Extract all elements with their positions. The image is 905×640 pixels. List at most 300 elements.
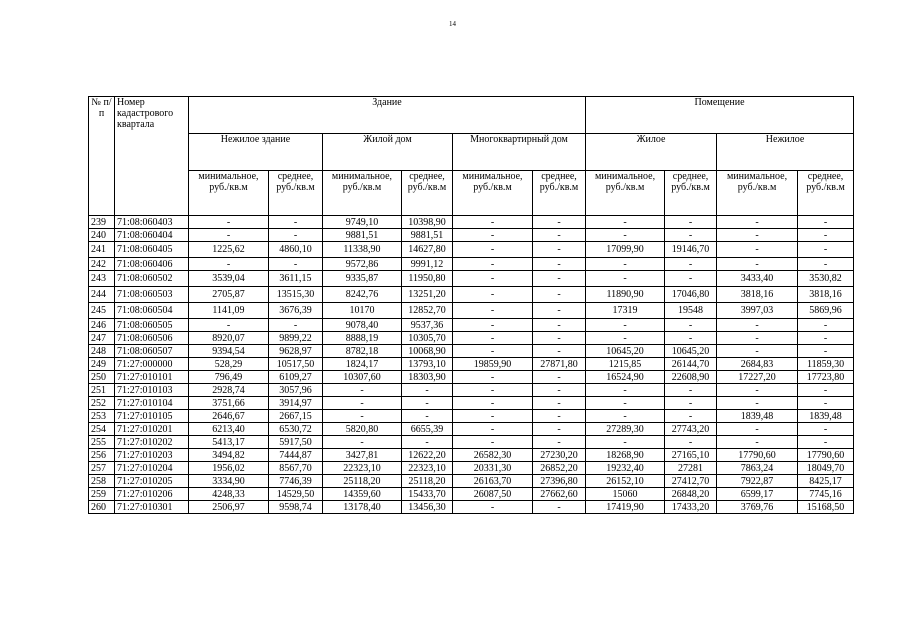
- price-cell: 1141,09: [189, 303, 269, 319]
- price-cell: 1839,48: [717, 410, 798, 423]
- price-cell: -: [269, 258, 323, 271]
- price-cell: 26087,50: [453, 488, 533, 501]
- price-cell: -: [665, 410, 717, 423]
- header-kadastr: Номер кадастрового квартала: [115, 97, 189, 216]
- header-premises: Помещение: [586, 97, 854, 134]
- row-number: 255: [89, 436, 115, 449]
- price-cell: 796,49: [189, 371, 269, 384]
- price-cell: 7746,39: [269, 475, 323, 488]
- price-cell: -: [665, 258, 717, 271]
- price-cell: 13251,20: [402, 287, 453, 303]
- price-cell: 15060: [586, 488, 665, 501]
- price-cell: 2646,67: [189, 410, 269, 423]
- price-cell: 27396,80: [533, 475, 586, 488]
- price-cell: 18268,90: [586, 449, 665, 462]
- price-cell: 12852,70: [402, 303, 453, 319]
- table-row: [89, 488, 854, 501]
- kadastr-code: 71:27:010204: [115, 462, 189, 475]
- price-cell: 5413,17: [189, 436, 269, 449]
- table-row: [89, 475, 854, 488]
- table-row: [89, 319, 854, 332]
- price-cell: -: [453, 397, 533, 410]
- price-cell: 13178,40: [323, 501, 402, 514]
- price-cell: -: [665, 384, 717, 397]
- price-cell: -: [453, 303, 533, 319]
- header-house: Жилой дом: [323, 134, 453, 171]
- price-cell: -: [586, 332, 665, 345]
- price-cell: -: [665, 319, 717, 332]
- row-number: 246: [89, 319, 115, 332]
- price-cell: 3769,76: [717, 501, 798, 514]
- price-cell: 14627,80: [402, 242, 453, 258]
- table-row: [89, 501, 854, 514]
- price-cell: -: [269, 319, 323, 332]
- price-cell: -: [533, 371, 586, 384]
- table-row: [89, 384, 854, 397]
- kadastr-code: 71:27:010206: [115, 488, 189, 501]
- price-cell: 25118,20: [402, 475, 453, 488]
- price-cell: -: [717, 384, 798, 397]
- price-cell: -: [586, 384, 665, 397]
- price-cell: -: [533, 303, 586, 319]
- price-cell: 26848,20: [665, 488, 717, 501]
- price-cell: 2928,74: [189, 384, 269, 397]
- price-cell: 7863,24: [717, 462, 798, 475]
- price-cell: -: [402, 410, 453, 423]
- price-cell: 7745,16: [798, 488, 854, 501]
- table-row: [89, 332, 854, 345]
- price-cell: -: [453, 436, 533, 449]
- page-number: 14: [449, 20, 456, 28]
- price-cell: 1824,17: [323, 358, 402, 371]
- header-nonres-building: Нежилое здание: [189, 134, 323, 171]
- price-cell: 3057,96: [269, 384, 323, 397]
- price-cell: 2667,15: [269, 410, 323, 423]
- price-cell: 1225,62: [189, 242, 269, 258]
- price-cell: -: [453, 371, 533, 384]
- price-cell: -: [665, 229, 717, 242]
- kadastr-code: 71:27:010103: [115, 384, 189, 397]
- table-row: [89, 462, 854, 475]
- price-cell: 8782,18: [323, 345, 402, 358]
- row-number: 243: [89, 271, 115, 287]
- price-cell: 15168,50: [798, 501, 854, 514]
- price-cell: 27230,20: [533, 449, 586, 462]
- price-cell: 17419,90: [586, 501, 665, 514]
- price-cell: 4248,33: [189, 488, 269, 501]
- price-cell: 13515,30: [269, 287, 323, 303]
- price-cell: -: [798, 423, 854, 436]
- price-cell: 27281: [665, 462, 717, 475]
- price-cell: -: [453, 319, 533, 332]
- price-cell: 11338,90: [323, 242, 402, 258]
- price-cell: -: [798, 258, 854, 271]
- price-cell: -: [798, 436, 854, 449]
- price-cell: 10645,20: [586, 345, 665, 358]
- price-cell: 8888,19: [323, 332, 402, 345]
- price-cell: -: [402, 436, 453, 449]
- price-cell: 27412,70: [665, 475, 717, 488]
- price-cell: -: [402, 397, 453, 410]
- price-cell: 17790,60: [717, 449, 798, 462]
- price-cell: 26163,70: [453, 475, 533, 488]
- row-number: 240: [89, 229, 115, 242]
- price-cell: 18049,70: [798, 462, 854, 475]
- price-cell: -: [717, 242, 798, 258]
- price-cell: -: [323, 436, 402, 449]
- price-cell: 17790,60: [798, 449, 854, 462]
- table-row: [89, 216, 854, 229]
- price-cell: -: [586, 258, 665, 271]
- kadastr-code: 71:27:010203: [115, 449, 189, 462]
- kadastr-code: 71:27:010101: [115, 371, 189, 384]
- price-cell: 3494,82: [189, 449, 269, 462]
- price-cell: 2705,87: [189, 287, 269, 303]
- table-row: [89, 287, 854, 303]
- price-cell: 3433,40: [717, 271, 798, 287]
- price-cell: -: [533, 258, 586, 271]
- price-cell: 8567,70: [269, 462, 323, 475]
- price-cell: 9335,87: [323, 271, 402, 287]
- table-row: [89, 410, 854, 423]
- price-cell: 26152,10: [586, 475, 665, 488]
- table-row: [89, 242, 854, 258]
- price-cell: -: [717, 229, 798, 242]
- price-cell: 13793,10: [402, 358, 453, 371]
- price-cell: -: [665, 436, 717, 449]
- row-number: 260: [89, 501, 115, 514]
- price-cell: 7444,87: [269, 449, 323, 462]
- price-cell: -: [717, 332, 798, 345]
- price-cell: -: [665, 271, 717, 287]
- price-cell: 9991,12: [402, 258, 453, 271]
- table-row: [89, 436, 854, 449]
- price-cell: -: [798, 384, 854, 397]
- price-cell: 14529,50: [269, 488, 323, 501]
- price-cell: 20331,30: [453, 462, 533, 475]
- header-num: № п/п: [89, 97, 115, 216]
- price-cell: 3818,16: [717, 287, 798, 303]
- price-cell: 8920,07: [189, 332, 269, 345]
- header-avg: среднее, руб./кв.м: [533, 171, 586, 216]
- price-cell: -: [269, 229, 323, 242]
- row-number: 252: [89, 397, 115, 410]
- row-number: 250: [89, 371, 115, 384]
- price-cell: -: [798, 242, 854, 258]
- price-cell: 4860,10: [269, 242, 323, 258]
- price-cell: -: [533, 287, 586, 303]
- kadastr-code: 71:08:060404: [115, 229, 189, 242]
- price-cell: -: [533, 216, 586, 229]
- row-number: 259: [89, 488, 115, 501]
- kadastr-code: 71:27:010301: [115, 501, 189, 514]
- price-cell: -: [717, 397, 798, 410]
- price-cell: 17227,20: [717, 371, 798, 384]
- price-cell: 3530,82: [798, 271, 854, 287]
- price-cell: -: [453, 258, 533, 271]
- kadastr-code: 71:08:060506: [115, 332, 189, 345]
- price-cell: -: [798, 345, 854, 358]
- kadastr-code: 71:08:060505: [115, 319, 189, 332]
- price-table: [88, 96, 854, 514]
- row-number: 249: [89, 358, 115, 371]
- price-cell: -: [533, 319, 586, 332]
- price-cell: 26144,70: [665, 358, 717, 371]
- row-number: 247: [89, 332, 115, 345]
- price-cell: -: [453, 216, 533, 229]
- price-cell: 14359,60: [323, 488, 402, 501]
- price-cell: -: [717, 258, 798, 271]
- price-cell: 5820,80: [323, 423, 402, 436]
- price-cell: -: [533, 242, 586, 258]
- price-cell: -: [453, 410, 533, 423]
- table-row: [89, 397, 854, 410]
- price-cell: 9881,51: [402, 229, 453, 242]
- table-row: [89, 303, 854, 319]
- price-cell: 9899,22: [269, 332, 323, 345]
- price-cell: 10305,70: [402, 332, 453, 345]
- price-cell: -: [586, 229, 665, 242]
- price-cell: -: [323, 384, 402, 397]
- price-cell: -: [586, 410, 665, 423]
- price-cell: 10517,50: [269, 358, 323, 371]
- price-cell: -: [453, 287, 533, 303]
- price-cell: 10307,60: [323, 371, 402, 384]
- kadastr-code: 71:27:010104: [115, 397, 189, 410]
- price-cell: 22323,10: [323, 462, 402, 475]
- price-cell: 9749,10: [323, 216, 402, 229]
- header-avg: среднее, руб./кв.м: [269, 171, 323, 216]
- price-cell: -: [798, 319, 854, 332]
- price-cell: -: [533, 436, 586, 449]
- price-cell: 22608,90: [665, 371, 717, 384]
- price-cell: -: [453, 271, 533, 287]
- price-cell: 19146,70: [665, 242, 717, 258]
- header-avg: среднее, руб./кв.м: [402, 171, 453, 216]
- row-number: 248: [89, 345, 115, 358]
- price-cell: 9628,97: [269, 345, 323, 358]
- price-cell: -: [665, 397, 717, 410]
- row-number: 254: [89, 423, 115, 436]
- price-cell: 19859,90: [453, 358, 533, 371]
- price-cell: 16524,90: [586, 371, 665, 384]
- price-cell: 9598,74: [269, 501, 323, 514]
- price-cell: -: [586, 216, 665, 229]
- price-cell: 12622,20: [402, 449, 453, 462]
- table-row: [89, 371, 854, 384]
- price-cell: -: [533, 423, 586, 436]
- kadastr-code: 71:27:010202: [115, 436, 189, 449]
- row-number: 251: [89, 384, 115, 397]
- price-cell: -: [453, 345, 533, 358]
- price-cell: 10398,90: [402, 216, 453, 229]
- price-cell: 17723,80: [798, 371, 854, 384]
- price-cell: -: [586, 436, 665, 449]
- price-cell: 528,29: [189, 358, 269, 371]
- price-cell: 11890,90: [586, 287, 665, 303]
- kadastr-code: 71:27:000000: [115, 358, 189, 371]
- price-cell: 26852,20: [533, 462, 586, 475]
- price-cell: -: [717, 436, 798, 449]
- kadastr-code: 71:08:060507: [115, 345, 189, 358]
- row-number: 257: [89, 462, 115, 475]
- price-cell: 13456,30: [402, 501, 453, 514]
- price-cell: 9537,36: [402, 319, 453, 332]
- price-cell: -: [665, 216, 717, 229]
- row-number: 242: [89, 258, 115, 271]
- row-number: 258: [89, 475, 115, 488]
- price-cell: -: [533, 332, 586, 345]
- price-cell: -: [189, 319, 269, 332]
- kadastr-code: 71:08:060406: [115, 258, 189, 271]
- table-row: [89, 271, 854, 287]
- price-cell: -: [798, 229, 854, 242]
- header-apartment-house: Многоквартирный дом: [453, 134, 586, 171]
- price-cell: 15433,70: [402, 488, 453, 501]
- row-number: 245: [89, 303, 115, 319]
- row-number: 253: [89, 410, 115, 423]
- price-cell: 27662,60: [533, 488, 586, 501]
- price-cell: -: [323, 410, 402, 423]
- table-row: [89, 449, 854, 462]
- header-min: минимальное, руб./кв.м: [717, 171, 798, 216]
- header-avg: среднее, руб./кв.м: [665, 171, 717, 216]
- price-cell: 9078,40: [323, 319, 402, 332]
- price-cell: 22323,10: [402, 462, 453, 475]
- header-avg: среднее, руб./кв.м: [798, 171, 854, 216]
- price-cell: -: [533, 229, 586, 242]
- price-cell: 17433,20: [665, 501, 717, 514]
- table-row: [89, 345, 854, 358]
- kadastr-code: 71:27:010205: [115, 475, 189, 488]
- price-cell: 6109,27: [269, 371, 323, 384]
- price-cell: 6599,17: [717, 488, 798, 501]
- header-min: минимальное, руб./кв.м: [453, 171, 533, 216]
- price-cell: -: [665, 332, 717, 345]
- header-residential: Жилое: [586, 134, 717, 171]
- price-cell: 9572,86: [323, 258, 402, 271]
- price-cell: 18303,90: [402, 371, 453, 384]
- table-row: [89, 358, 854, 371]
- price-cell: -: [453, 242, 533, 258]
- price-cell: -: [269, 216, 323, 229]
- header-nonresidential: Нежилое: [717, 134, 854, 171]
- price-cell: -: [189, 216, 269, 229]
- price-cell: -: [717, 345, 798, 358]
- price-cell: 6530,72: [269, 423, 323, 436]
- price-cell: -: [533, 501, 586, 514]
- price-cell: 26582,30: [453, 449, 533, 462]
- row-number: 239: [89, 216, 115, 229]
- price-cell: 9394,54: [189, 345, 269, 358]
- price-cell: 1956,02: [189, 462, 269, 475]
- price-cell: -: [533, 345, 586, 358]
- price-cell: -: [717, 423, 798, 436]
- kadastr-code: 71:08:060503: [115, 287, 189, 303]
- price-cell: 3611,15: [269, 271, 323, 287]
- price-cell: -: [586, 319, 665, 332]
- price-cell: 5917,50: [269, 436, 323, 449]
- price-cell: 3914,97: [269, 397, 323, 410]
- price-cell: 2506,97: [189, 501, 269, 514]
- header-min: минимальное, руб./кв.м: [586, 171, 665, 216]
- price-cell: 5869,96: [798, 303, 854, 319]
- kadastr-code: 71:08:060403: [115, 216, 189, 229]
- price-cell: 27743,20: [665, 423, 717, 436]
- price-cell: -: [189, 229, 269, 242]
- price-cell: 17046,80: [665, 287, 717, 303]
- table-row: [89, 258, 854, 271]
- price-cell: -: [717, 319, 798, 332]
- price-cell: 3334,90: [189, 475, 269, 488]
- price-cell: 27165,10: [665, 449, 717, 462]
- price-cell: -: [533, 384, 586, 397]
- kadastr-code: 71:27:010201: [115, 423, 189, 436]
- price-cell: -: [402, 384, 453, 397]
- price-cell: 3427,81: [323, 449, 402, 462]
- price-cell: -: [533, 410, 586, 423]
- price-cell: -: [453, 423, 533, 436]
- price-cell: 17319: [586, 303, 665, 319]
- price-cell: 10645,20: [665, 345, 717, 358]
- price-cell: 3751,66: [189, 397, 269, 410]
- price-cell: 3676,39: [269, 303, 323, 319]
- price-cell: 8242,76: [323, 287, 402, 303]
- price-cell: 10170: [323, 303, 402, 319]
- price-cell: 6655,39: [402, 423, 453, 436]
- header-min: минимальное, руб./кв.м: [323, 171, 402, 216]
- price-cell: -: [798, 397, 854, 410]
- price-cell: -: [323, 397, 402, 410]
- price-cell: 8425,17: [798, 475, 854, 488]
- row-number: 241: [89, 242, 115, 258]
- kadastr-code: 71:27:010105: [115, 410, 189, 423]
- price-cell: 6213,40: [189, 423, 269, 436]
- price-cell: 11859,30: [798, 358, 854, 371]
- price-cell: 9881,51: [323, 229, 402, 242]
- price-cell: 27289,30: [586, 423, 665, 436]
- price-cell: 7922,87: [717, 475, 798, 488]
- table-row: [89, 423, 854, 436]
- price-cell: 10068,90: [402, 345, 453, 358]
- table-row: [89, 229, 854, 242]
- row-number: 256: [89, 449, 115, 462]
- price-cell: -: [453, 332, 533, 345]
- price-cell: -: [586, 397, 665, 410]
- price-cell: 1839,48: [798, 410, 854, 423]
- price-cell: -: [453, 229, 533, 242]
- price-cell: -: [586, 271, 665, 287]
- header-min: минимальное, руб./кв.м: [189, 171, 269, 216]
- header-building: Здание: [189, 97, 586, 134]
- row-number: 244: [89, 287, 115, 303]
- kadastr-code: 71:08:060405: [115, 242, 189, 258]
- price-cell: -: [798, 332, 854, 345]
- price-cell: 2684,83: [717, 358, 798, 371]
- price-cell: 25118,20: [323, 475, 402, 488]
- price-cell: 3818,16: [798, 287, 854, 303]
- price-cell: 1215,85: [586, 358, 665, 371]
- price-cell: 3539,04: [189, 271, 269, 287]
- price-cell: -: [453, 384, 533, 397]
- table-body: [89, 216, 854, 514]
- kadastr-code: 71:08:060504: [115, 303, 189, 319]
- price-cell: -: [533, 271, 586, 287]
- price-cell: -: [533, 397, 586, 410]
- price-cell: -: [453, 501, 533, 514]
- price-cell: 19232,40: [586, 462, 665, 475]
- kadastr-code: 71:08:060502: [115, 271, 189, 287]
